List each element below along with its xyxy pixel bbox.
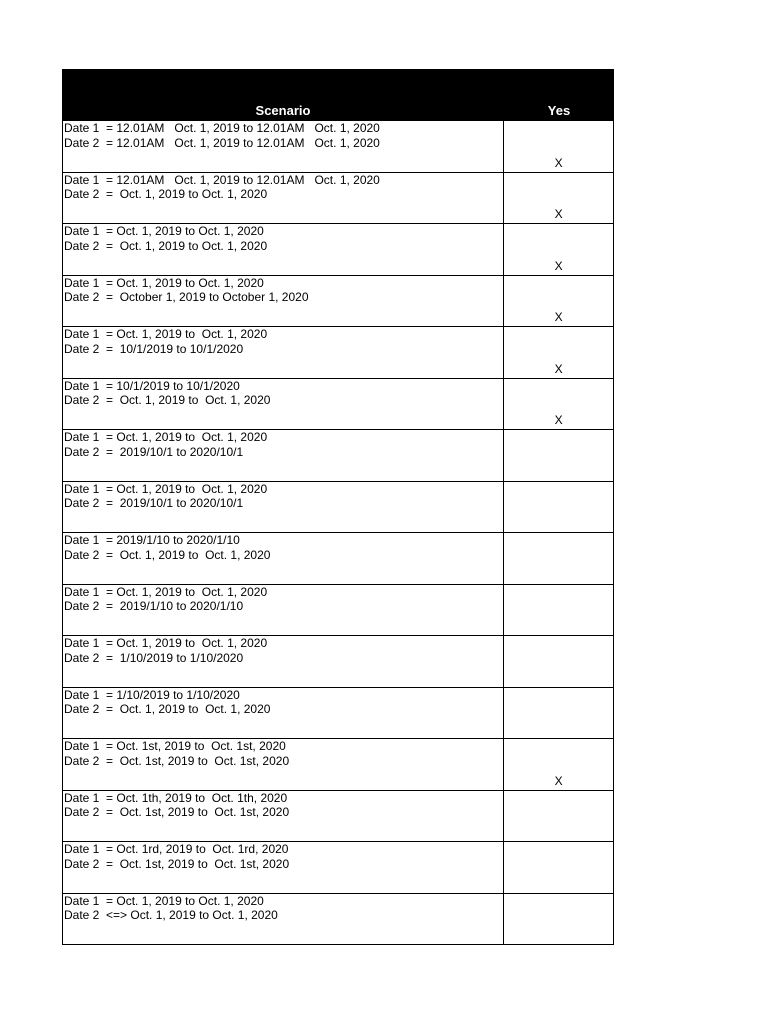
date-1-text: Date 1 = 12.01AM Oct. 1, 2019 to 12.01AM Oct. 1, 2020 [64,172,380,187]
table-row [62,327,614,379]
scenario-cell[interactable] [63,842,504,893]
yes-cell[interactable] [504,688,613,739]
date-1-text: Date 1 = Oct. 1, 2019 to Oct. 1, 2020 [64,636,268,650]
yes-cell[interactable]: X [554,361,563,376]
header-scenario[interactable]: Scenario [255,103,311,118]
scenario-cell[interactable] [63,894,504,945]
date-1-text: Date 1 = Oct. 1, 2019 to Oct. 1, 2020 [64,224,264,238]
date-2-text: Date 2 = Oct. 1, 2019 to Oct. 1, 2020 [64,702,271,716]
scenario-cell[interactable] [63,276,504,327]
yes-cell[interactable]: X [554,413,563,427]
date-1-text: Date 1 = Oct. 1, 2019 to Oct. 1, 2020 [64,481,268,496]
date-2-text: Date 2 = Oct. 1, 2019 to Oct. 1, 2020 [64,187,268,201]
yes-cell[interactable] [504,482,613,533]
date-1-text: Date 1 = 1/10/2019 to 1/10/2020 [64,687,240,702]
table-row [62,224,614,276]
date-1-text: Date 1 = Oct. 1th, 2019 to Oct. 1th, 2020 [64,790,288,805]
yes-cell[interactable]: X [554,207,563,221]
scenario-cell[interactable] [63,688,504,739]
yes-cell[interactable]: X [554,258,563,273]
table-row [62,533,614,585]
table-row [62,585,614,637]
yes-cell[interactable] [504,430,613,481]
table-body [62,121,614,945]
table-row [62,739,614,791]
scenario-table [62,69,614,945]
yes-cell[interactable] [504,585,613,636]
date-2-text: Date 2 = Oct. 1st, 2019 to Oct. 1st, 2020 [64,856,290,871]
date-2-text: Date 2 = Oct. 1st, 2019 to Oct. 1st, 2020 [64,753,290,768]
date-1-text: Date 1 = 2019/1/10 to 2020/1/10 [64,533,240,547]
date-2-text: Date 2 = 12.01AM Oct. 1, 2019 to 12.01AM Oct. 1, 2020 [64,135,380,150]
date-1-text: Date 1 = Oct. 1, 2019 to Oct. 1, 2020 [64,275,264,290]
table-row [62,121,614,173]
yes-cell[interactable] [504,533,613,584]
table-row [62,173,614,225]
date-1-text: Date 1 = Oct. 1, 2019 to Oct. 1, 2020 [64,584,268,599]
table-row [62,894,614,946]
table-row [62,636,614,688]
date-2-text: Date 2 = Oct. 1, 2019 to Oct. 1, 2020 [64,547,271,562]
yes-cell[interactable] [504,894,613,945]
scenario-cell[interactable] [63,173,504,224]
yes-cell[interactable]: X [554,310,563,324]
scenario-cell[interactable] [63,224,504,275]
date-2-text: Date 2 = 1/10/2019 to 1/10/2020 [64,650,244,665]
yes-cell[interactable] [504,636,613,687]
date-2-text: Date 2 = 2019/10/1 to 2020/10/1 [64,444,244,459]
table-row [62,430,614,482]
table-row [62,276,614,328]
table-row [62,482,614,534]
scenario-cell[interactable] [63,585,504,636]
yes-cell[interactable] [504,791,613,842]
yes-cell[interactable] [504,842,613,893]
table-row [62,688,614,740]
scenario-cell[interactable] [63,327,504,378]
scenario-cell[interactable] [63,791,504,842]
scenario-cell[interactable] [63,121,504,172]
date-2-text: Date 2 = Oct. 1, 2019 to Oct. 1, 2020 [64,393,271,407]
date-1-text: Date 1 = Oct. 1st, 2019 to Oct. 1st, 2020 [64,739,286,753]
date-2-text: Date 2 = October 1, 2019 to October 1, 2020 [64,290,309,304]
date-2-text: Date 2 <=> Oct. 1, 2019 to Oct. 1, 2020 [64,908,278,922]
date-1-text: Date 1 = 10/1/2019 to 10/1/2020 [64,378,240,393]
date-2-text: Date 2 = 2019/1/10 to 2020/1/10 [64,599,244,613]
table-row [62,379,614,431]
date-2-text: Date 2 = Oct. 1, 2019 to Oct. 1, 2020 [64,238,268,253]
yes-cell[interactable]: X [554,155,563,170]
table-row [62,842,614,894]
scenario-cell[interactable] [63,482,504,533]
date-1-text: Date 1 = Oct. 1rd, 2019 to Oct. 1rd, 2020 [64,842,289,856]
date-2-text: Date 2 = Oct. 1st, 2019 to Oct. 1st, 2020 [64,805,290,819]
scenario-cell[interactable] [63,379,504,430]
yes-cell[interactable]: X [554,773,563,788]
date-2-text: Date 2 = 10/1/2019 to 10/1/2020 [64,341,244,356]
scenario-cell[interactable] [63,533,504,584]
table-row [62,791,614,843]
scenario-cell[interactable] [63,739,504,790]
date-1-text: Date 1 = Oct. 1, 2019 to Oct. 1, 2020 [64,327,268,341]
date-1-text: Date 1 = Oct. 1, 2019 to Oct. 1, 2020 [64,893,264,908]
date-1-text: Date 1 = Oct. 1, 2019 to Oct. 1, 2020 [64,430,268,444]
header-yes[interactable]: Yes [547,103,571,118]
scenario-cell[interactable] [63,430,504,481]
scenario-cell[interactable] [63,636,504,687]
date-1-text: Date 1 = 12.01AM Oct. 1, 2019 to 12.01AM Oct. 1, 2020 [64,121,380,135]
date-2-text: Date 2 = 2019/10/1 to 2020/10/1 [64,496,244,510]
table-header [62,69,614,121]
